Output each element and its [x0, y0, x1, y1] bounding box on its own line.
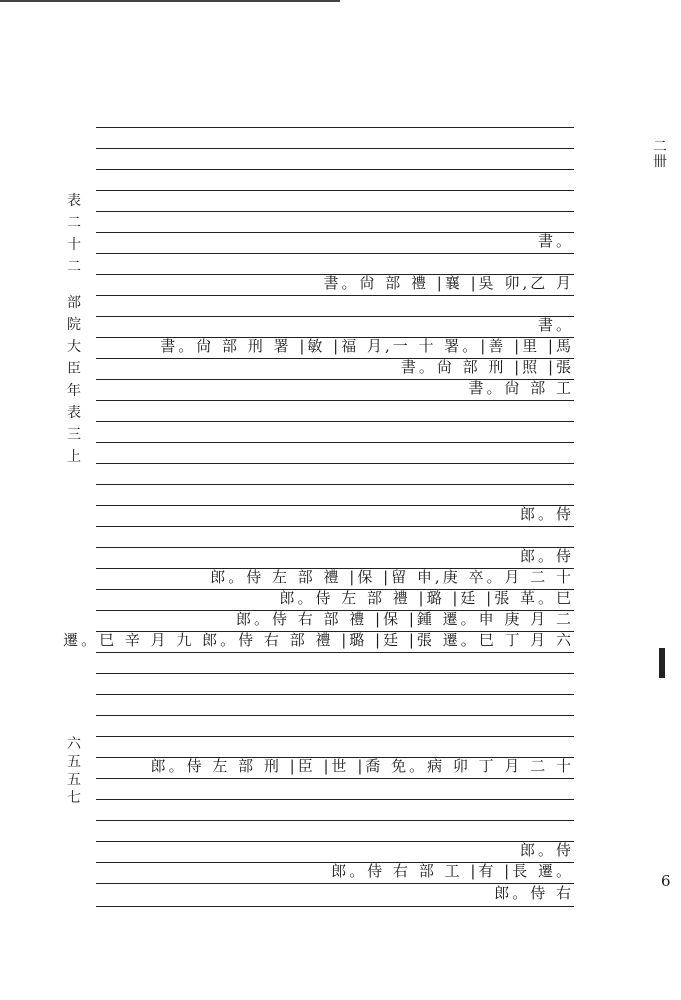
- table-rule: [96, 211, 574, 212]
- margin-title-char: 十: [67, 237, 81, 253]
- table-rule: [96, 484, 574, 485]
- table-row: 郎。侍 左 部 禮 |保 |留 申,庚 卒。月 二 十: [210, 568, 574, 586]
- margin-title: [64, 190, 84, 468]
- volume-mark: [652, 140, 668, 170]
- table-row: 郎。侍: [519, 505, 574, 523]
- table-rule: [96, 906, 574, 907]
- table-rule: [96, 463, 574, 464]
- table-rule: [96, 442, 574, 443]
- margin-title-char: 部: [67, 295, 81, 311]
- table-rule: [96, 232, 574, 233]
- table-rule: [96, 169, 574, 170]
- table-rule: [96, 526, 574, 527]
- table-row: 書。尙 部 工: [468, 379, 574, 397]
- page-number-char: 五: [67, 754, 81, 770]
- margin-title-char: 大: [67, 339, 81, 355]
- table-rule: [96, 841, 574, 842]
- table-rule: [96, 820, 574, 821]
- table-rule: [96, 253, 574, 254]
- table-rule: [96, 652, 574, 653]
- table-rule: [96, 547, 574, 548]
- table-rule: [96, 316, 574, 317]
- margin-title-char: 表: [67, 405, 81, 421]
- table-rule: [96, 295, 574, 296]
- page-number-char: 六: [67, 736, 81, 752]
- table-row: 遷。巳 辛 月 九 郎。侍 右 部 禮 |璐 |廷 |張 遷。巳 丁 月 六: [63, 631, 574, 649]
- table-rule: [96, 694, 574, 695]
- table-rule: [96, 127, 574, 128]
- table-rule: [96, 421, 574, 422]
- scan-artifact-mark: 6: [661, 872, 671, 890]
- table-row: 書。尙 部 刑 |照 |張: [400, 358, 574, 376]
- table-rule: [96, 400, 574, 401]
- table-rule: [96, 799, 574, 800]
- table-row: 書。尙 部 禮 |襄 |吳 卯,乙 月: [323, 274, 574, 292]
- table-row: 郎。侍: [519, 547, 574, 565]
- table-row: 郎。侍 右 部 工 |有 |長 遷。: [331, 862, 574, 880]
- table-row: 郎。侍: [519, 841, 574, 859]
- table-rule: [96, 148, 574, 149]
- table-row: 書。: [537, 316, 574, 334]
- page-number-char: 五: [67, 772, 81, 788]
- table-rules: [96, 0, 574, 1000]
- table-row: 書。: [537, 232, 574, 250]
- volume-mark-char: 二: [653, 139, 667, 155]
- table-rule: [96, 505, 574, 506]
- table-row: 郎。侍 左 部 刑 |臣 |世 |喬 免。病 卯 丁 月 二 十: [150, 757, 574, 775]
- table-row: 郎。侍 右: [494, 884, 574, 902]
- page-number-char: 七: [67, 790, 81, 806]
- table-rule: [96, 736, 574, 737]
- table-row: 郎。侍 左 部 禮 |璐 |廷 |張 革。巳: [279, 589, 574, 607]
- table-rule: [96, 778, 574, 779]
- margin-title-char: 臣: [67, 361, 81, 377]
- margin-title-char: 二: [67, 215, 81, 231]
- page-number: [64, 735, 84, 807]
- margin-title-char: 三: [67, 427, 81, 443]
- scan-artifact-bar: [659, 648, 665, 678]
- volume-mark-char: 卌: [653, 154, 667, 170]
- margin-title-char: 院: [67, 317, 81, 333]
- table-rule: [96, 673, 574, 674]
- margin-title-char: 上: [67, 449, 81, 465]
- table-row: 書。尙 部 刑 署 |敏 |福 月,一 十 署。|善 |里 |馬: [160, 337, 574, 355]
- margin-title-char: 年: [67, 383, 81, 399]
- table-row: 郎。侍 右 部 禮 |保 |鍾 遷。申 庚 月 二: [235, 610, 574, 628]
- table-rule: [96, 190, 574, 191]
- margin-title-char: 二: [67, 259, 81, 275]
- table-rule: [96, 715, 574, 716]
- margin-title-char: 表: [67, 193, 81, 209]
